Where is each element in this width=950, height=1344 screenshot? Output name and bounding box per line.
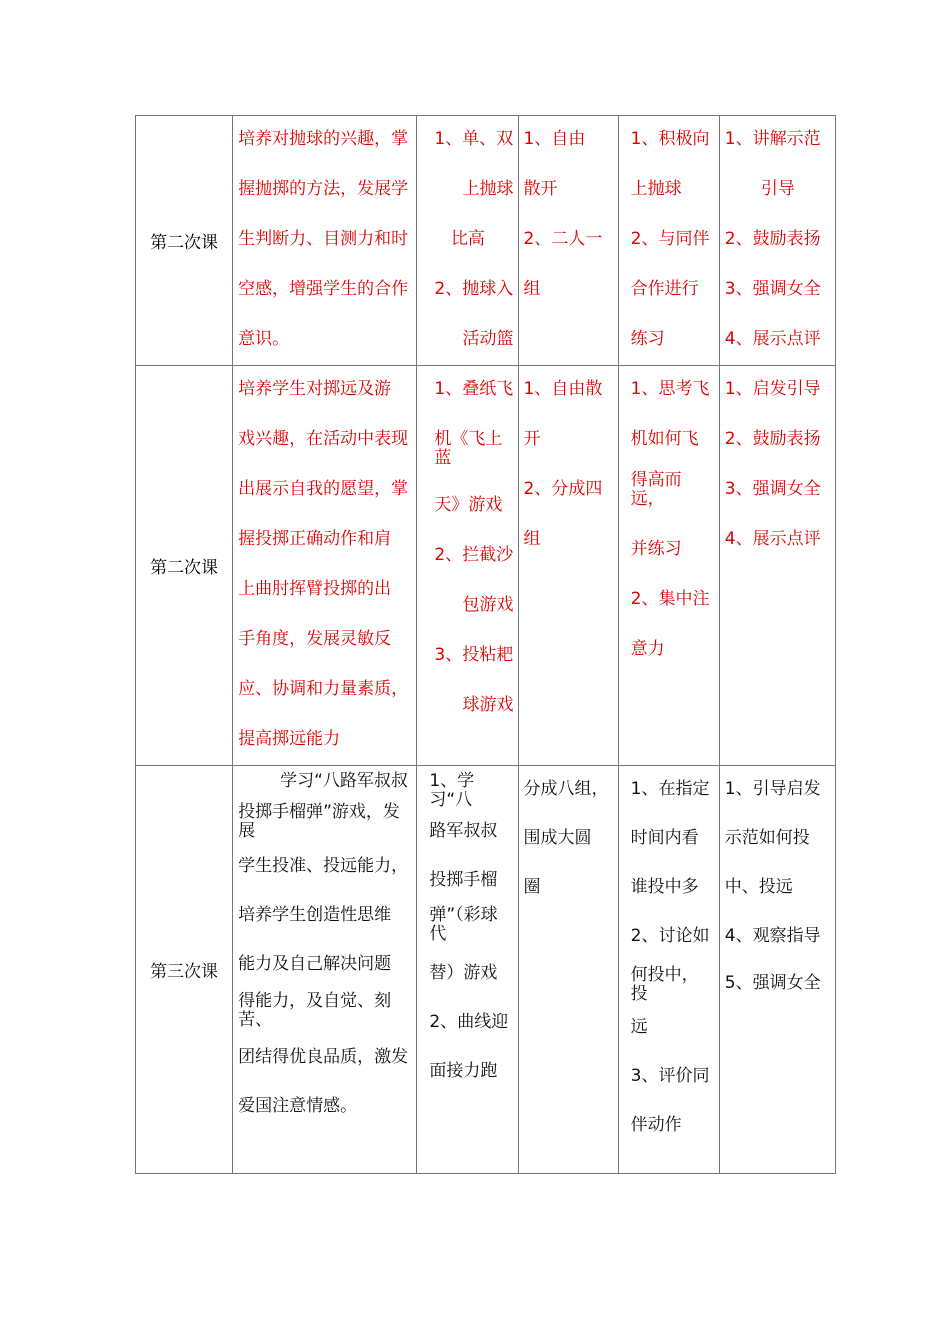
goal-line: 能力及自己解决问题 xyxy=(238,954,392,974)
content-line: 3、投粘耙 xyxy=(434,645,514,665)
goal-line: 戏兴趣，在活动中表现 xyxy=(238,429,409,449)
goal-line: 培养学生对掷远及游 xyxy=(238,379,392,399)
teacher-line: 4、展示点评 xyxy=(724,529,821,549)
organization-line: 组 xyxy=(523,279,541,299)
content-line: 1、叠纸飞 xyxy=(434,379,514,399)
organization-line: 分成八组， xyxy=(523,779,609,799)
content-line: 路军叔叔 xyxy=(429,821,498,841)
teacher-line: 1、启发引导 xyxy=(724,379,821,399)
teacher-line: 1、引导启发 xyxy=(724,779,821,799)
teacher-line: 3、强调女全 xyxy=(724,479,821,499)
student-line: 练习 xyxy=(630,329,665,349)
content-line: 包游戏 xyxy=(462,595,514,615)
goal-line: 应、协调和力量素质， xyxy=(238,679,409,699)
content-line: 2、抛球入 xyxy=(434,279,514,299)
student-line: 意力 xyxy=(630,639,665,659)
organization-cell xyxy=(518,766,618,1174)
teacher-cell xyxy=(719,766,835,1174)
lesson-name: 第二次课 xyxy=(150,558,219,578)
content-cell xyxy=(417,116,518,366)
content-line: 2、曲线迎 xyxy=(429,1012,509,1032)
lesson-name-cell xyxy=(136,116,233,366)
goal-line: 团结得优良品质，激发 xyxy=(238,1047,409,1067)
goal-cell xyxy=(233,766,417,1174)
goal-line: 学生投准、投远能力， xyxy=(238,856,409,876)
content-line: 替）游戏 xyxy=(429,963,498,983)
teacher-line: 4、观察指导 xyxy=(724,926,821,946)
teacher-line: 5、强调女全 xyxy=(724,973,821,993)
goal-line: 握投掷正确动作和肩 xyxy=(238,529,392,549)
goal-line: 出展示自我的愿望，掌 xyxy=(238,479,409,499)
content-line: 机《飞上蓝 xyxy=(434,429,503,468)
lesson-name: 第二次课 xyxy=(150,233,219,253)
organization-line: 圈 xyxy=(523,877,541,897)
student-line: 何投中，投 xyxy=(630,965,699,1004)
teacher-cell xyxy=(719,366,835,766)
content-line: 投掷手榴 xyxy=(429,870,498,890)
content-line: 1、学习“八 xyxy=(429,771,475,810)
student-line: 2、与同伴 xyxy=(630,229,710,249)
goal-cell xyxy=(233,366,417,766)
student-line: 谁投中多 xyxy=(630,877,699,897)
student-line: 机如何飞 xyxy=(630,429,699,449)
content-cell xyxy=(417,766,518,1174)
content-line: 比高 xyxy=(450,229,485,249)
organization-line: 组 xyxy=(523,529,541,549)
content-line: 2、拦截沙 xyxy=(434,545,514,565)
student-line: 得高而远， xyxy=(630,470,682,509)
teacher-line: 3、强调女全 xyxy=(724,279,821,299)
organization-line: 1、自由 xyxy=(523,129,586,149)
content-line: 弹”（彩球代 xyxy=(429,905,498,944)
student-line: 伴动作 xyxy=(630,1115,682,1135)
student-line: 合作进行 xyxy=(630,279,699,299)
student-cell xyxy=(618,116,719,366)
teacher-line: 1、讲解示范 xyxy=(724,129,821,149)
student-line: 1、思考飞 xyxy=(630,379,710,399)
student-line: 时间内看 xyxy=(630,828,699,848)
student-line: 3、评价同 xyxy=(630,1066,710,1086)
organization-cell xyxy=(518,116,618,366)
content-line: 面接力跑 xyxy=(429,1061,498,1081)
teacher-line: 2、鼓励表扬 xyxy=(724,229,821,249)
goal-line: 得能力，及自觉、刻苦、 xyxy=(238,991,392,1030)
lesson-name: 第三次课 xyxy=(150,962,219,982)
lesson-name-cell xyxy=(136,366,233,766)
teacher-line: 4、展示点评 xyxy=(724,329,821,349)
organization-line: 2、分成四 xyxy=(523,479,603,499)
goal-line: 爱国注意情感。 xyxy=(238,1096,358,1116)
student-cell xyxy=(618,766,719,1174)
table-row xyxy=(136,766,836,1174)
goal-cell xyxy=(233,116,417,366)
student-cell xyxy=(618,366,719,766)
content-line: 天》游戏 xyxy=(434,495,503,515)
teacher-cell xyxy=(719,116,835,366)
goal-line: 上曲肘挥臂投掷的出 xyxy=(238,579,392,599)
goal-line: 培养学生创造性思维 xyxy=(238,905,392,925)
organization-line: 2、二人一 xyxy=(523,229,603,249)
goal-line: 生判断力、目测力和时 xyxy=(238,229,409,249)
teacher-line: 示范如何投 xyxy=(724,828,810,848)
goal-line: 提高掷远能力 xyxy=(238,729,341,749)
content-line: 上抛球 xyxy=(462,179,514,199)
organization-line: 围成大圆 xyxy=(523,828,592,848)
organization-line: 开 xyxy=(523,429,541,449)
content-line: 活动篮 xyxy=(462,329,514,349)
student-line: 2、讨论如 xyxy=(630,926,710,946)
goal-line: 培养对抛球的兴趣，掌 xyxy=(238,129,409,149)
student-line: 1、在指定 xyxy=(630,779,710,799)
goal-line: 投掷手榴弹”游戏，发展 xyxy=(238,802,400,841)
organization-line: 散开 xyxy=(523,179,558,199)
goal-line: 意识。 xyxy=(238,329,290,349)
lesson-plan-table xyxy=(135,115,836,1174)
content-line: 球游戏 xyxy=(462,695,514,715)
teacher-line: 中、投远 xyxy=(724,877,793,897)
goal-line: 空感，增强学生的合作 xyxy=(238,279,409,299)
student-line: 上抛球 xyxy=(630,179,682,199)
student-line: 2、集中注 xyxy=(630,589,710,609)
teacher-line: 引导 xyxy=(760,179,795,199)
organization-line: 1、自由散 xyxy=(523,379,603,399)
student-line: 并练习 xyxy=(630,539,682,559)
student-line: 1、积极向 xyxy=(630,129,710,149)
table-row xyxy=(136,116,836,366)
goal-line: 手角度，发展灵敏反 xyxy=(238,629,392,649)
lesson-name-cell xyxy=(136,766,233,1174)
goal-line: 学习“八路军叔叔 xyxy=(280,771,408,791)
table-row xyxy=(136,366,836,766)
teacher-line: 2、鼓励表扬 xyxy=(724,429,821,449)
content-line: 1、单、双 xyxy=(434,129,514,149)
content-cell xyxy=(417,366,518,766)
student-line: 远 xyxy=(630,1017,648,1037)
goal-line: 握抛掷的方法，发展学 xyxy=(238,179,409,199)
organization-cell xyxy=(518,366,618,766)
